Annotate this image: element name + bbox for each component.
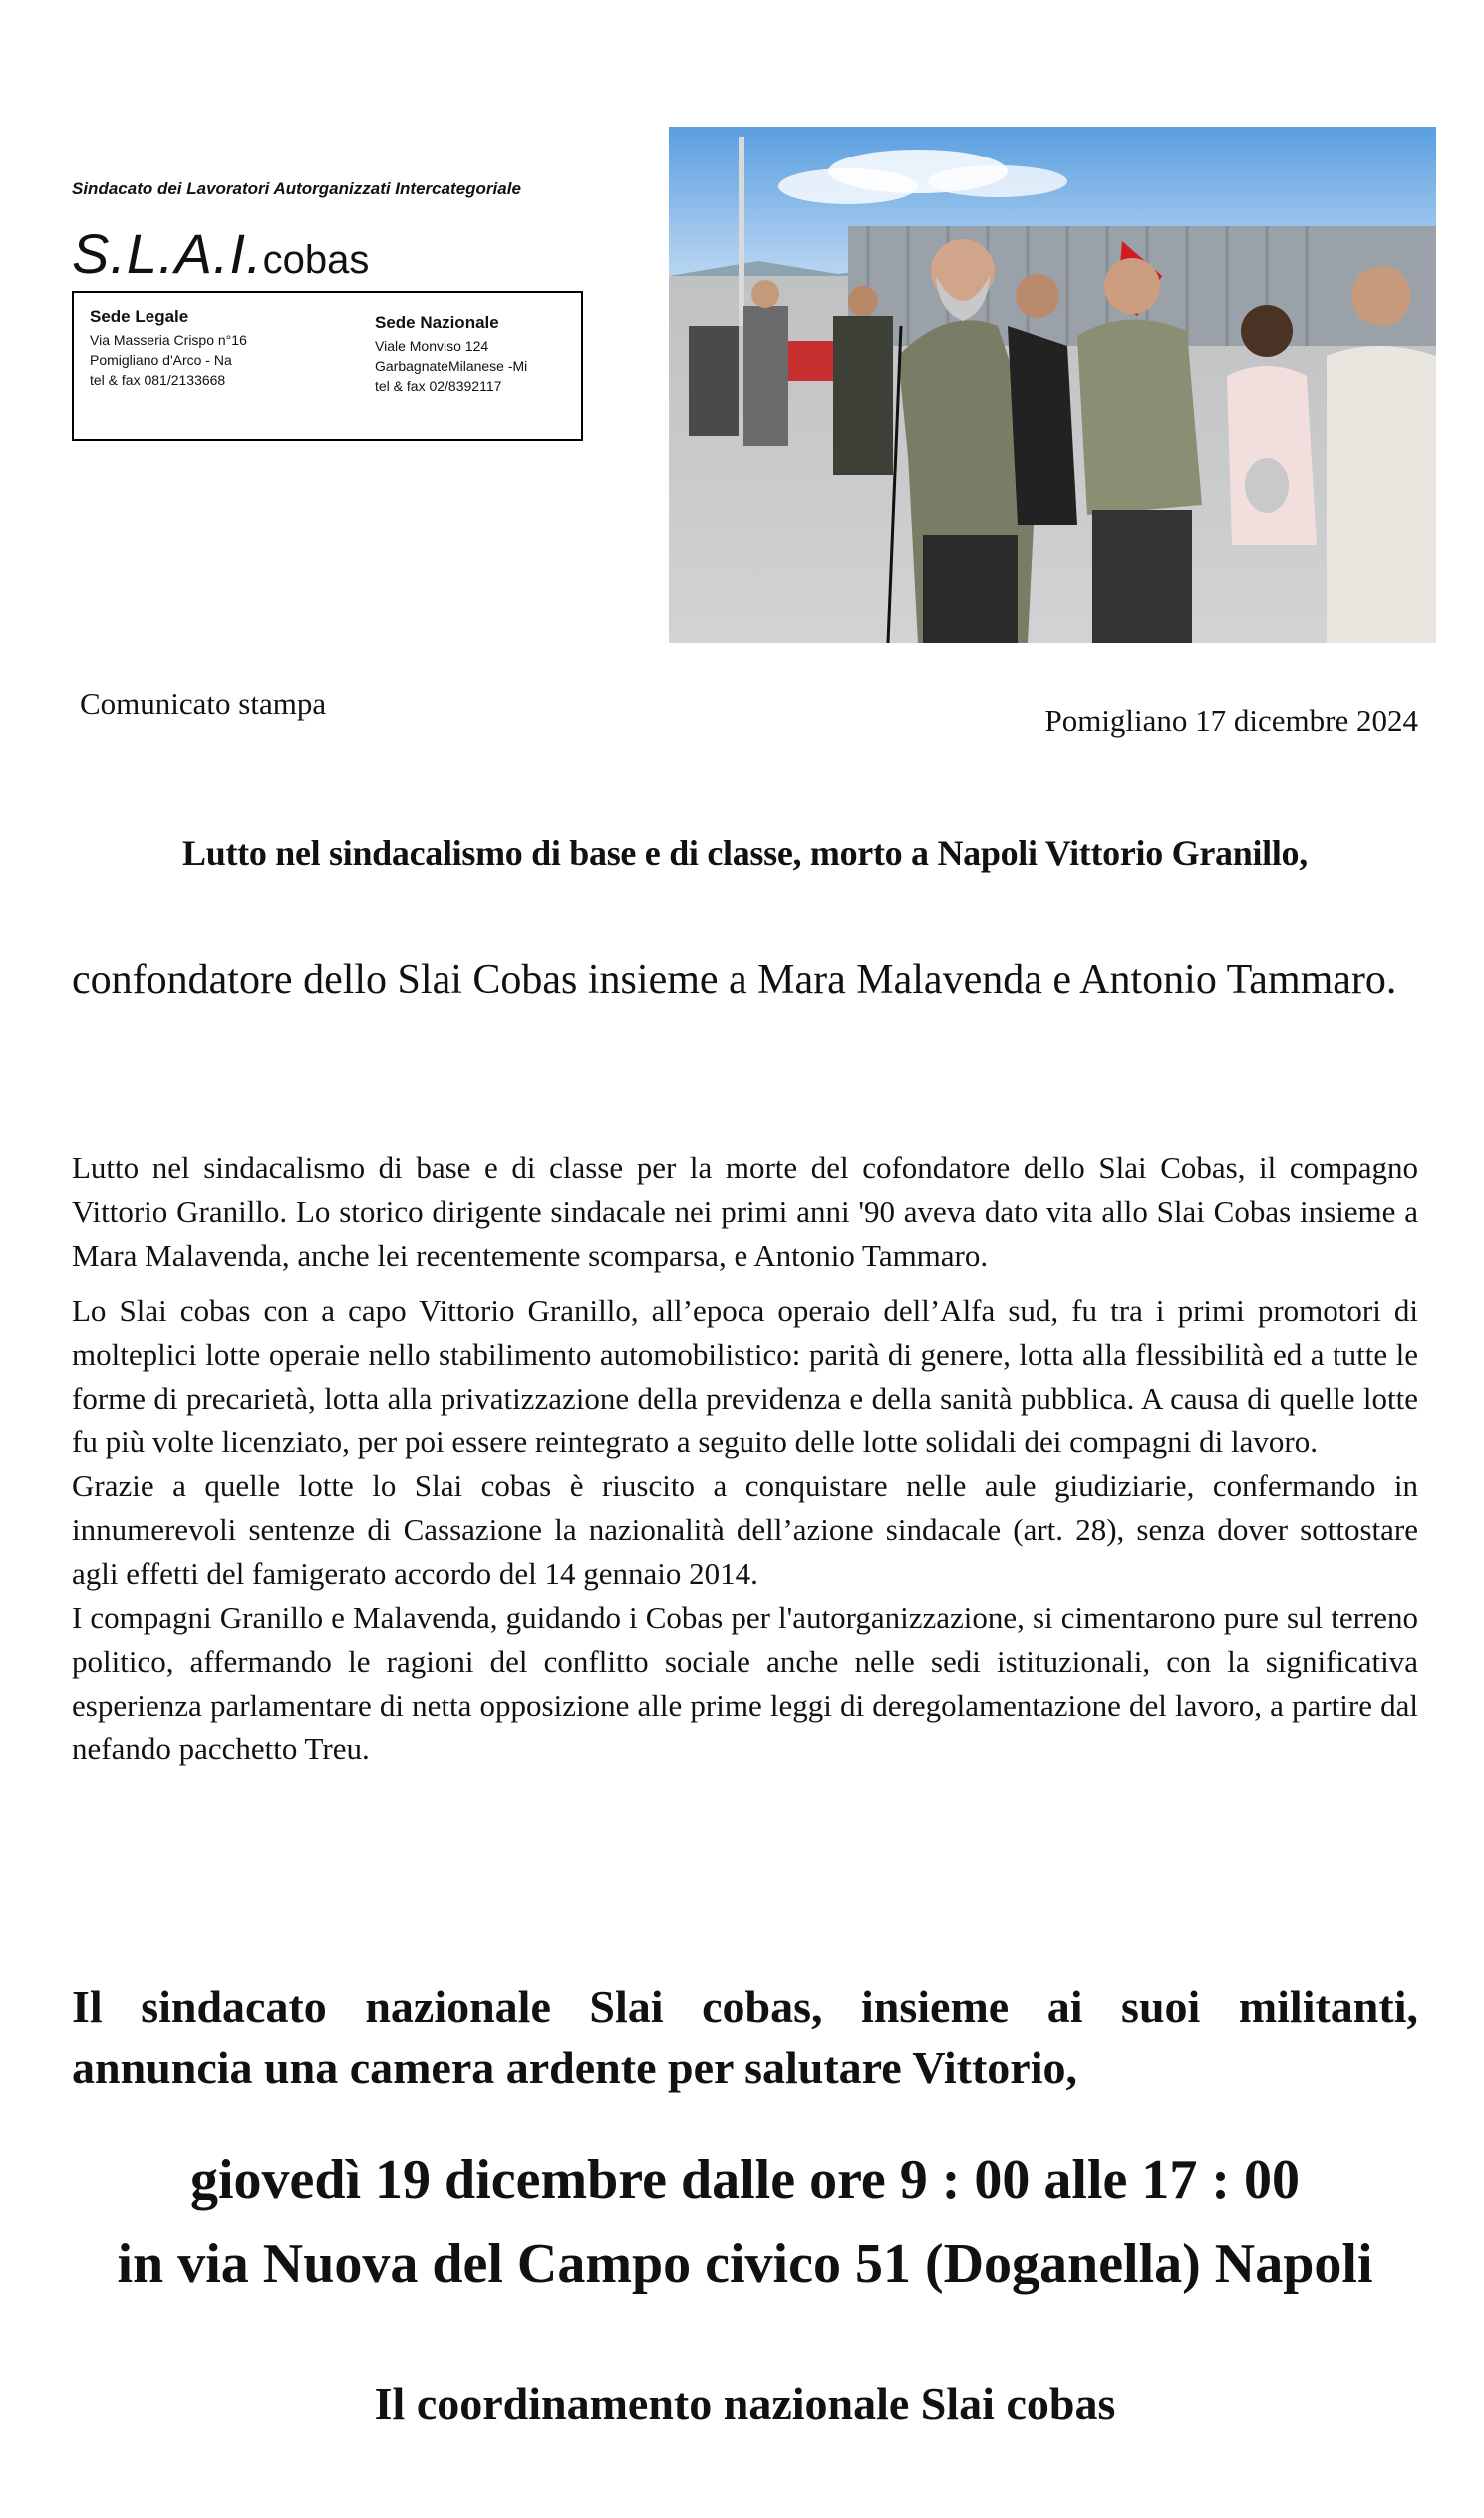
document-type-label: Comunicato stampa: [80, 686, 327, 721]
sede-legale-line: tel & fax 081/2133668: [90, 372, 226, 388]
subheadline: confondatore dello Slai Cobas insieme a Mara Malavenda e Antonio Tammaro.: [72, 957, 1397, 1003]
event-location: in via Nuova del Campo civico 51 (Doganella) Napoli: [117, 2233, 1373, 2295]
letterhead-tagline: Sindacato dei Lavoratori Autorganizzati Intercategoriale: [72, 179, 521, 198]
event-details: [72, 2138, 1418, 2306]
body-paragraph: Lo Slai cobas con a capo Vittorio Granillo, all’epoca operaio dell’Alfa sud, fu tra i primi promotori di molteplici lotte operaie nello stabilimento automobilistico: parità di genere, lotta alla flessibilità ed a tutte le forme di precarietà, lotta alla privatizzazione della previdenza e della sanità pubblica. A causa di quelle lotte fu più volte licenziato, per poi essere reintegrato a seguito delle lotte solidali dei compagni di lavoro.: [72, 1293, 1418, 1459]
place-date: Pomigliano 17 dicembre 2024: [1044, 703, 1418, 738]
sede-legale-line: Via Masseria Crispo n°16: [90, 332, 247, 348]
signature: Il coordinamento nazionale Slai cobas: [374, 2378, 1116, 2429]
body-paragraph: Lutto nel sindacalismo di base e di classe per la morte del cofondatore dello Slai Cobas, il compagno Vittorio Granillo. Lo storico dirigente sindacale nei primi anni '90 aveva dato vita allo Slai Cobas insieme a Mara Malavenda, anche lei recentemente scomparsa, e Antonio Tammaro.: [72, 1150, 1418, 1273]
sede-legale-line: Pomigliano d'Arco - Na: [90, 352, 232, 368]
article-body: [72, 1146, 1418, 1771]
sede-nazionale-title: Sede Nazionale: [375, 313, 499, 332]
address-box: [72, 291, 583, 441]
union-logo-text: [72, 221, 369, 286]
event-time: giovedì 19 dicembre dalle ore 9 : 00 alle 17 : 00: [189, 2149, 1301, 2211]
union-acronym-suffix: cobas: [262, 238, 370, 282]
headline: Lutto nel sindacalismo di base e di classe, morto a Napoli Vittorio Granillo,: [182, 833, 1308, 873]
body-paragraph: I compagni Granillo e Malavenda, guidando i Cobas per l'autorganizzazione, si cimentarono pure sul terreno politico, affermando le ragioni del conflitto sociale anche nelle sedi istituzionali, con la significativa esperienza parlamentare di netta opposizione alle prime leggi di deregolamentazione del lavoro, a partire dal nefando pacchetto Treu.: [72, 1600, 1418, 1766]
union-acronym: S.L.A.I.: [72, 222, 263, 285]
rally-photo: [669, 127, 1436, 643]
announcement: [72, 1976, 1418, 2099]
sede-legale-title: Sede Legale: [90, 307, 189, 326]
announcement-line: annuncia una camera ardente per salutare Vittorio,: [72, 2043, 1077, 2093]
sede-nazionale-line: Viale Monviso 124: [375, 338, 489, 354]
sede-legale: [90, 307, 247, 390]
body-paragraph: Grazie a quelle lotte lo Slai cobas è riuscito a conquistare nelle aule giudiziarie, confermando in innumerevoli sentenze di Cassazione la nazionalità dell’azione sindacale (art. 28), senza dover sottostare agli effetti del famigerato accordo del 14 gennaio 2014.: [72, 1468, 1418, 1591]
sede-nazionale: [375, 313, 527, 396]
announcement-line: Il sindacato nazionale Slai cobas, insieme ai suoi militanti,: [72, 1981, 1418, 2032]
sede-nazionale-line: GarbagnateMilanese -Mi: [375, 358, 528, 374]
sede-nazionale-line: tel & fax 02/8392117: [375, 378, 502, 394]
